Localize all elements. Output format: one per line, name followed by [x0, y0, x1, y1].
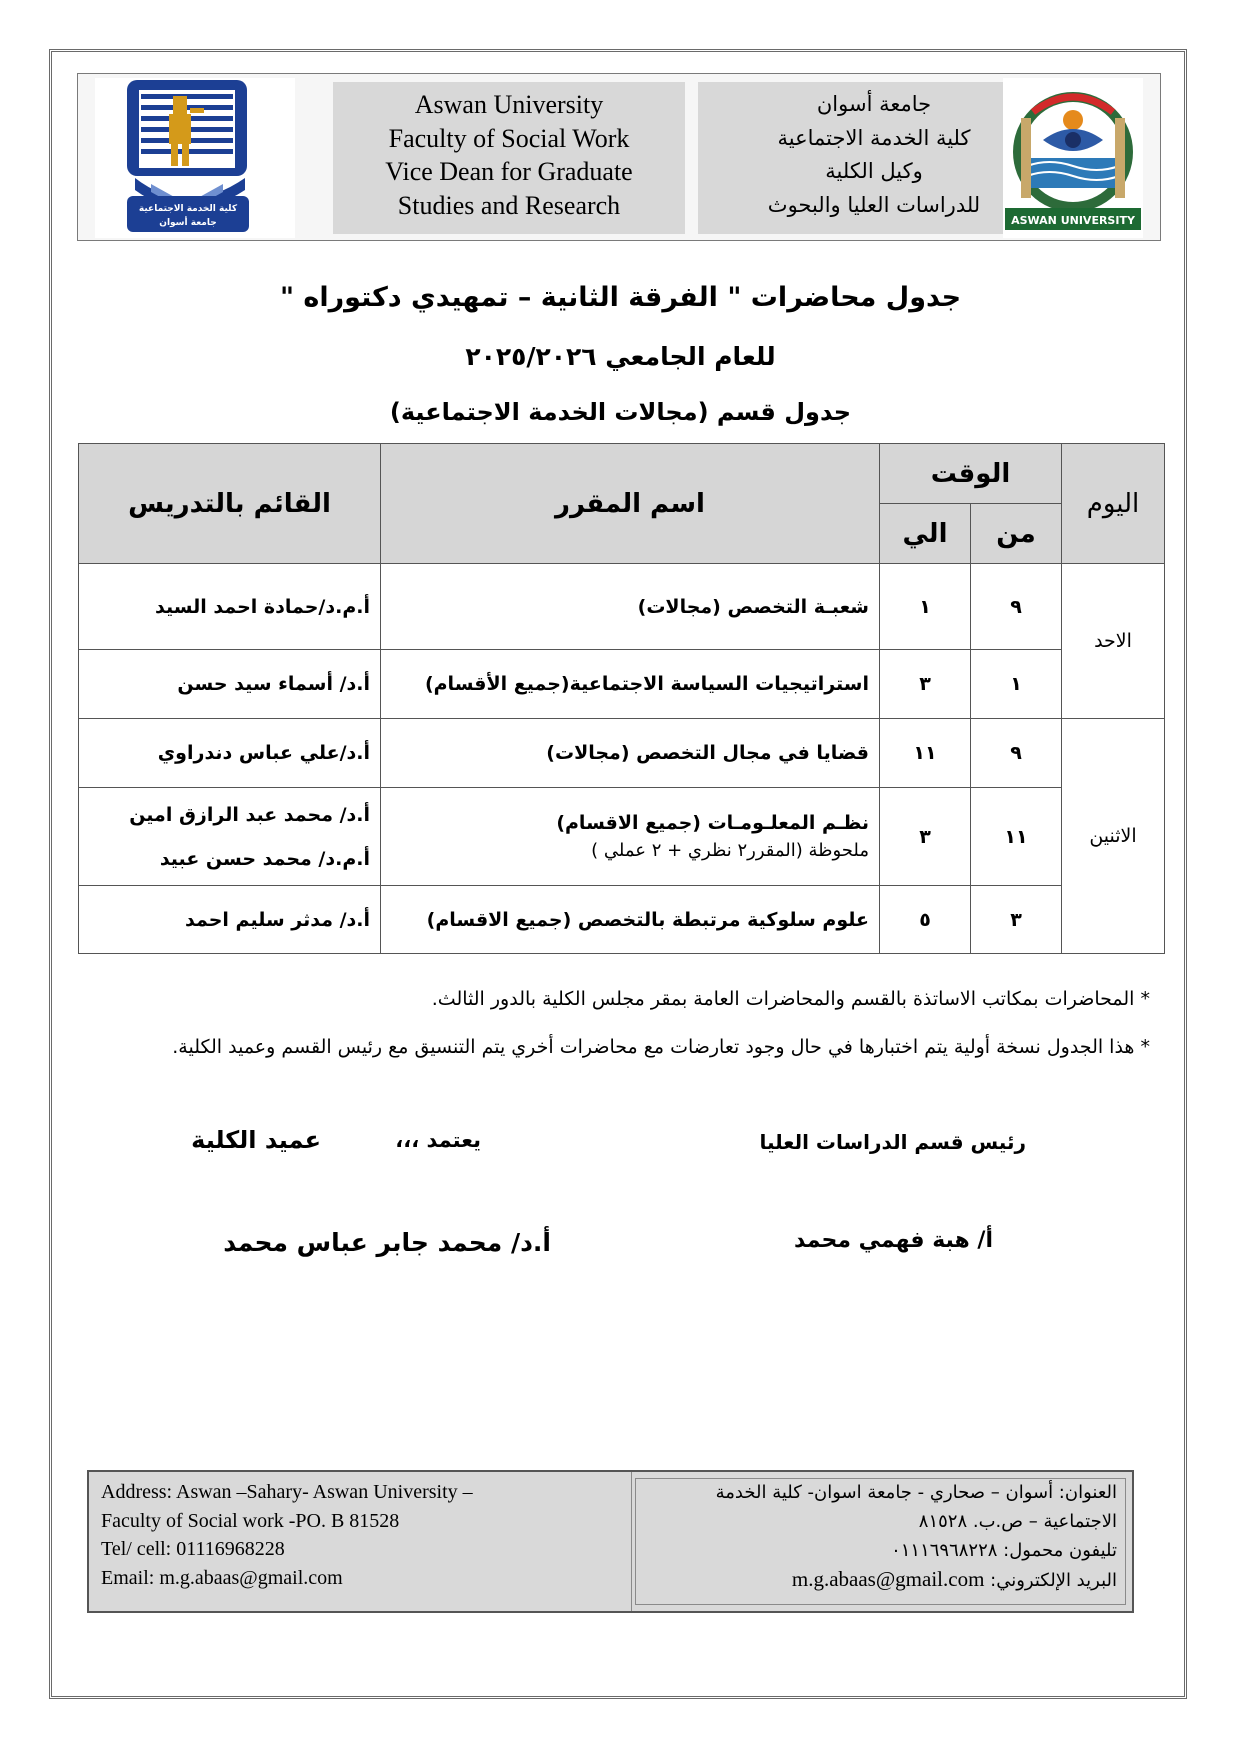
footer-arabic [645, 1478, 1117, 1595]
header-ar-line: وكيل الكلية [825, 159, 923, 183]
head-of-department-name: أ/ هبة فهمي محمد [794, 1228, 993, 1253]
header-english [333, 82, 685, 234]
department-title: جدول قسم (مجالات الخدمة الاجتماعية) [389, 398, 852, 426]
teacher-name: أ.م.د/ محمد حسن عبيد [159, 847, 370, 870]
teacher-cell: أ.د/علي عباس دندراوي [79, 719, 381, 788]
teacher-name: أ.د/ محمد عبد الرازق امين [129, 803, 370, 826]
schedule-table [78, 443, 1165, 954]
dean-name: أ.د/ محمد جابر عباس محمد [223, 1228, 551, 1257]
course-cell: قضايا في مجال التخصص (مجالات) [381, 719, 880, 788]
course-cell: علوم سلوكية مرتبطة بالتخصص (جميع الاقسام) [381, 886, 880, 954]
header-arabic [698, 82, 1050, 234]
approval-label: يعتمد ،،، [395, 1128, 481, 1152]
course-cell: استراتيجيات السياسة الاجتماعية(جميع الأقسام) [381, 650, 880, 719]
table-row [79, 650, 1165, 719]
header-time: الوقت [880, 444, 1062, 504]
header-teacher: القائم بالتدريس [79, 444, 381, 564]
from-cell: ٩ [971, 719, 1062, 788]
dean-title: عميد الكلية [191, 1126, 321, 1154]
footer-divider [631, 1472, 632, 1611]
footer-ar-line: العنوان: أسوان – صحاري - جامعة اسوان- كلية الخدمة [715, 1482, 1117, 1503]
teacher-cell: أ.م.د/حمادة احمد السيد [79, 564, 381, 650]
footer-contact-box [87, 1470, 1134, 1613]
header-day: اليوم [1062, 444, 1165, 564]
notes [110, 975, 1150, 1071]
header-to: الي [880, 504, 971, 564]
course-note: ملحوظة (المقرر٢ نظري + ٢ عملي ) [591, 840, 869, 861]
footer-english [101, 1478, 621, 1592]
header-en-line: Vice Dean for Graduate [385, 157, 633, 186]
header-ar-line: جامعة أسوان [816, 92, 932, 116]
course-cell: شعبـة التخصص (مجالات) [381, 564, 880, 650]
from-cell: ٩ [971, 564, 1062, 650]
day-cell: الاثنين [1062, 719, 1165, 954]
teacher-cell [79, 788, 381, 886]
note-item: * هذا الجدول نسخة أولية يتم اختبارها في حال وجود تعارضات مع محاضرات أخري يتم التنسيق مع رئيس القسم وعميد الكلية. [172, 1036, 1150, 1058]
footer-en-line: Address: Aswan –Sahary- Aswan University – [101, 1481, 473, 1503]
header-ar-line: للدراسات العليا والبحوث [767, 192, 981, 217]
footer-en-line: Faculty of Social work -PO. B 81528 [101, 1509, 400, 1532]
head-of-department-title: رئيس قسم الدراسات العليا [759, 1130, 1026, 1154]
from-cell: ١ [971, 650, 1062, 719]
schedule-title: جدول محاضرات " الفرقة الثانية – تمهيدي دكتوراه " [279, 282, 962, 313]
table-row [79, 788, 1165, 886]
note-item: * المحاضرات بمكاتب الاساتذة بالقسم والمحاضرات العامة بمقر مجلس الكلية بالدور الثالث. [431, 988, 1150, 1010]
footer-email: m.g.abaas@gmail.com [791, 1567, 985, 1591]
to-cell: ٣ [880, 788, 971, 886]
header-en-line: Studies and Research [397, 190, 621, 220]
to-cell: ٥ [880, 886, 971, 954]
from-cell: ١١ [971, 788, 1062, 886]
svg-text:جامعة أسوان: جامعة أسوان [159, 218, 217, 228]
footer-ar-email-line [645, 1565, 1117, 1595]
header-course: اسم المقرر [381, 444, 880, 564]
header-ar-line: كلية الخدمة الاجتماعية [777, 125, 971, 150]
table-row [79, 886, 1165, 954]
footer-ar-line: تليفون محمول: ٠١١١٦٩٦٨٢٢٨ [891, 1540, 1117, 1561]
to-cell: ٣ [880, 650, 971, 719]
footer-en-line: Tel/ cell: 01116968228 [101, 1538, 285, 1560]
course-title: نظـم المعلـومـات (جميع الاقسام) [556, 812, 869, 834]
course-cell [381, 788, 880, 886]
day-cell: الاحد [1062, 564, 1165, 719]
logo-caption: ASWAN UNIVERSITY [1011, 214, 1135, 227]
teacher-cell: أ.د/ مدثر سليم احمد [79, 886, 381, 954]
header-from: من [971, 504, 1062, 564]
teacher-cell: أ.د/ أسماء سيد حسن [79, 650, 381, 719]
academic-year: للعام الجامعي ٢٠٢٥/٢٠٢٦ [465, 342, 776, 371]
table-row [79, 719, 1165, 788]
footer-en-line: Email: m.g.abaas@gmail.com [101, 1566, 343, 1589]
footer-email-label: البريد الإلكتروني: [990, 1570, 1117, 1591]
table-row [79, 564, 1165, 650]
from-cell: ٣ [971, 886, 1062, 954]
to-cell: ١ [880, 564, 971, 650]
faculty-logo [95, 78, 295, 238]
svg-text:كلية الخدمة الاجتماعية: كلية الخدمة الاجتماعية [138, 204, 238, 214]
to-cell: ١١ [880, 719, 971, 788]
footer-ar-line: الاجتماعية – ص.ب. ٨١٥٢٨ [918, 1511, 1117, 1532]
header-en-line: Aswan University [414, 90, 604, 119]
header-en-line: Faculty of Social Work [388, 123, 630, 153]
university-logo [1003, 78, 1143, 238]
letterhead [77, 73, 1161, 241]
